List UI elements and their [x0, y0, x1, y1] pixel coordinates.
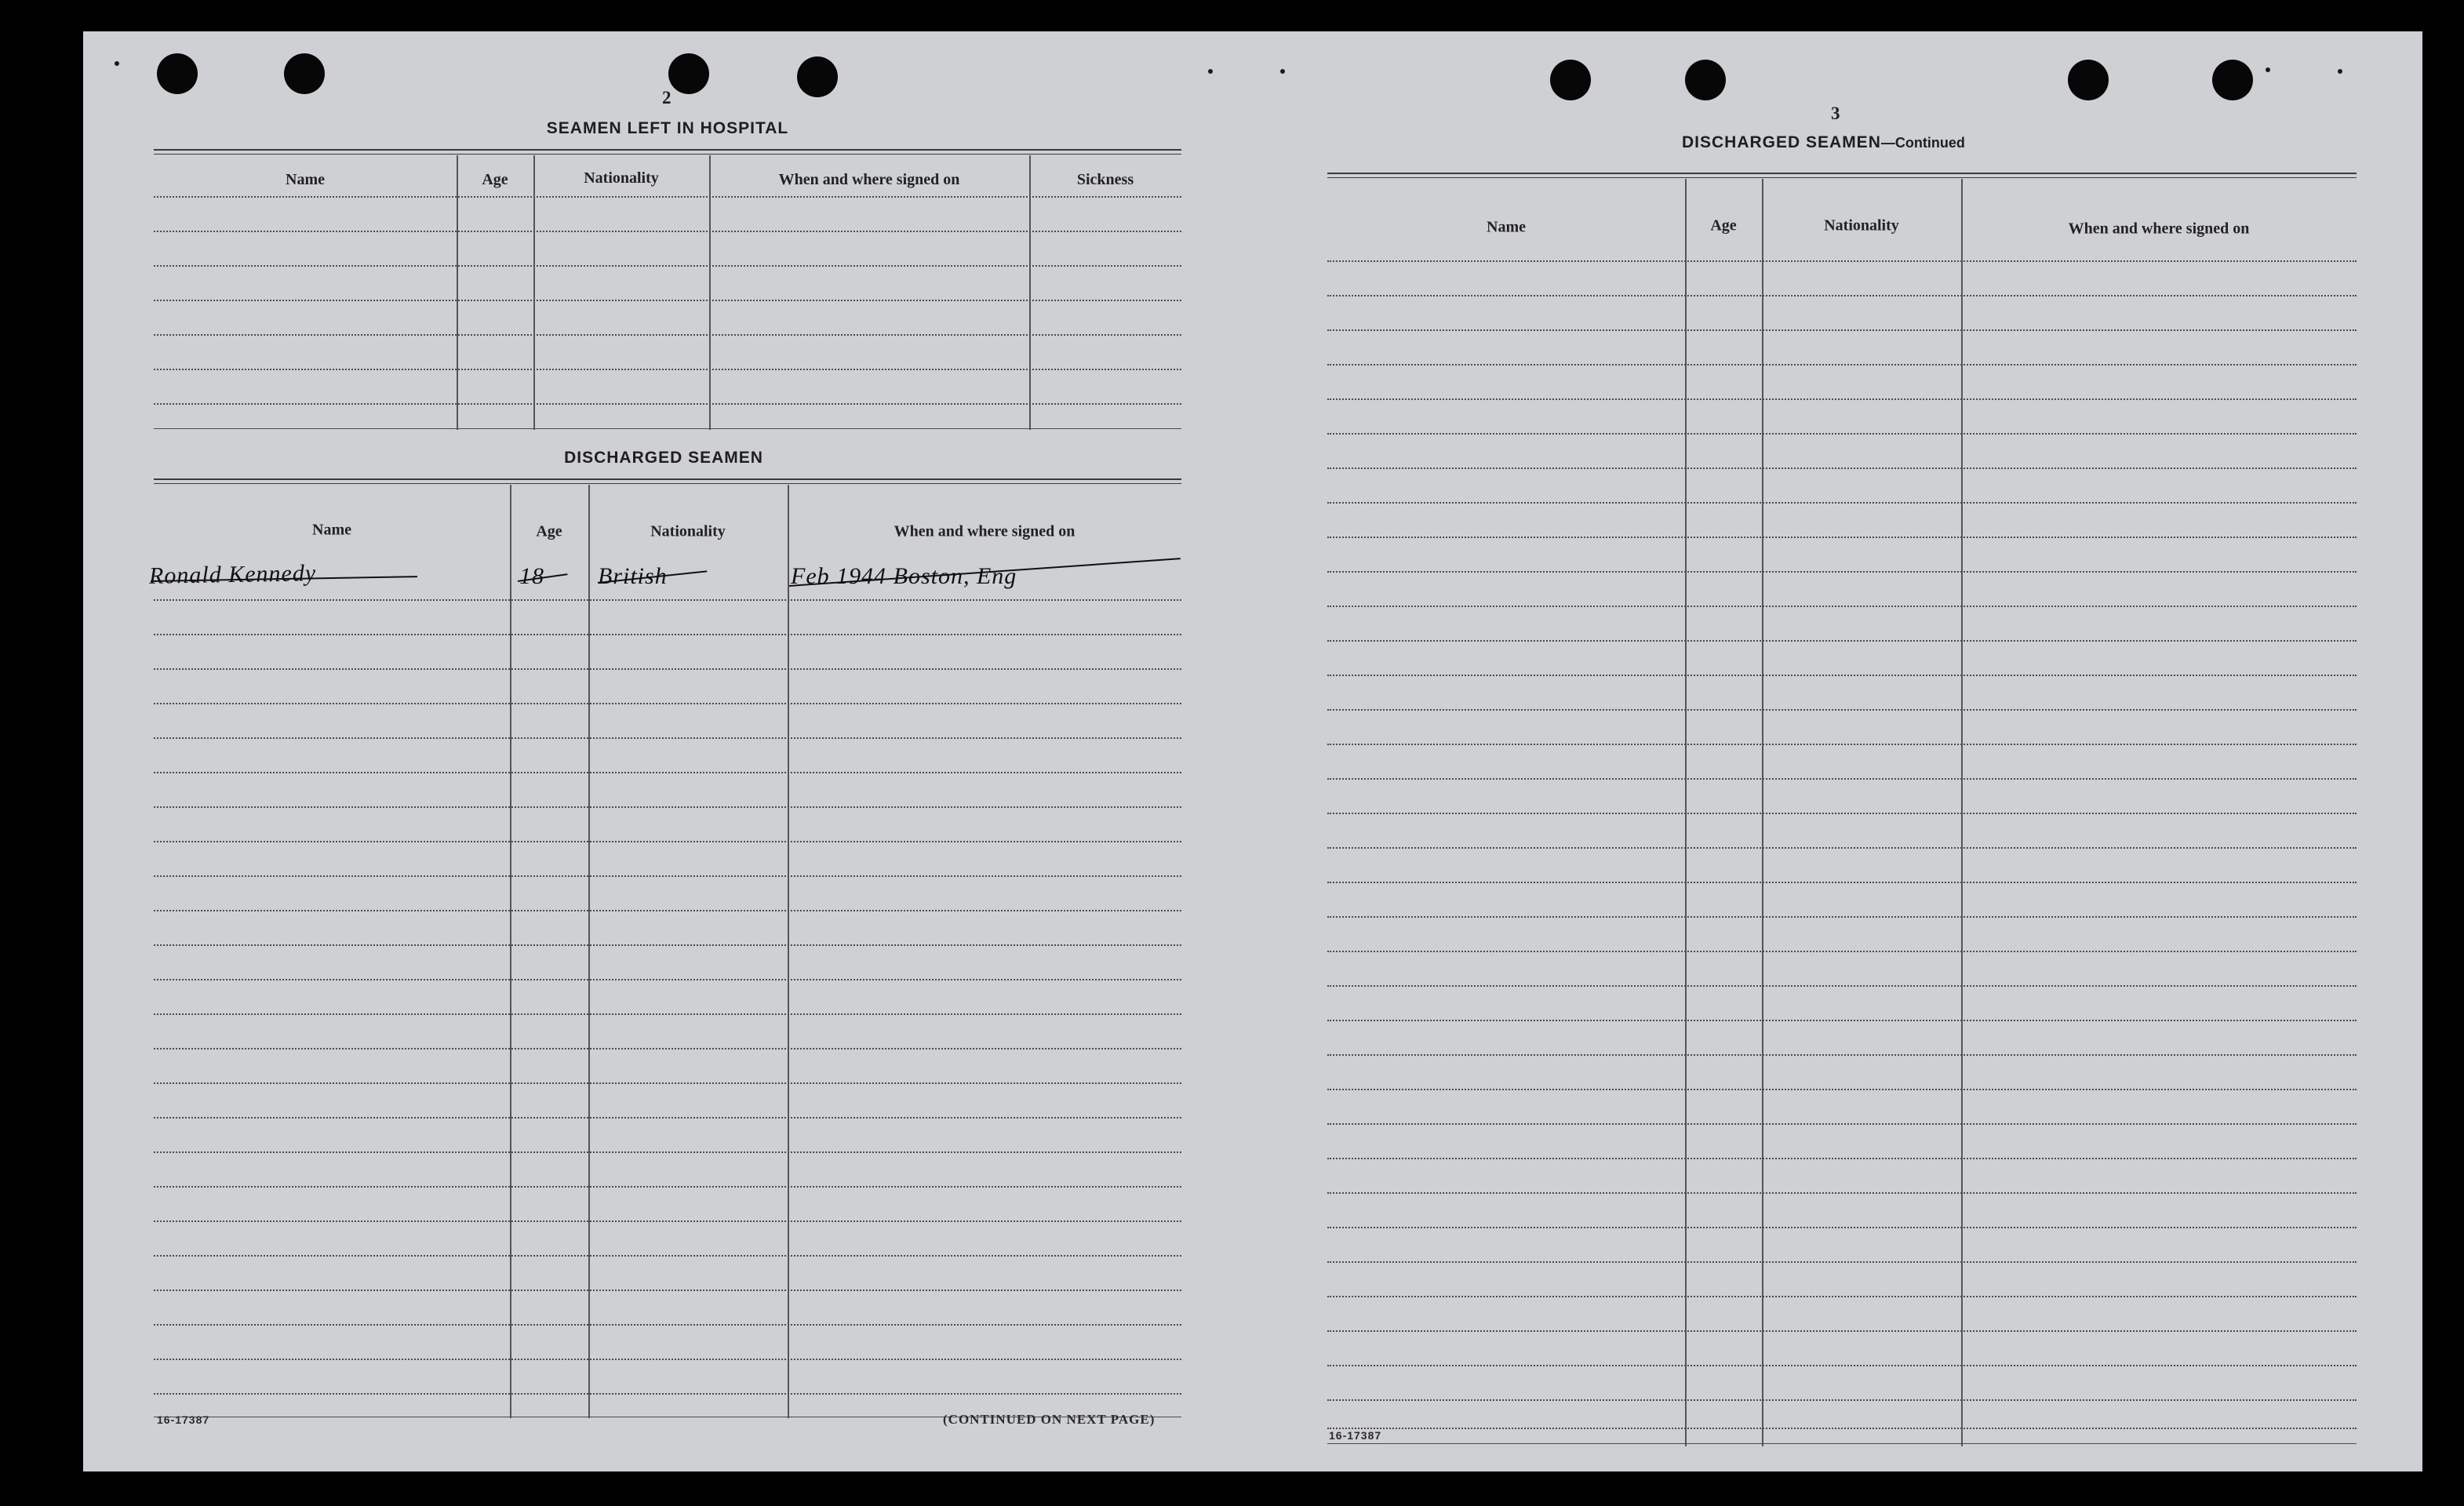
- punch-hole: [2068, 60, 2109, 100]
- column-header-name: Name: [312, 521, 351, 539]
- column-header-when-where: When and where signed on: [2068, 220, 2250, 238]
- punch-hole: [797, 56, 838, 97]
- speck: [1208, 69, 1213, 74]
- seaman-age: 18: [519, 563, 544, 589]
- column-header-nationality: Nationality: [650, 522, 726, 540]
- punch-hole: [2212, 60, 2253, 100]
- punch-hole: [1685, 60, 1726, 100]
- continued-note: (CONTINUED ON NEXT PAGE): [943, 1412, 1156, 1427]
- punch-hole: [668, 53, 709, 94]
- seaman-nationality: British: [598, 563, 668, 589]
- discharged-table: [148, 478, 1181, 1435]
- speck: [2338, 69, 2342, 74]
- seaman-signed-on: Feb 1944 Boston, Eng: [791, 563, 1017, 589]
- page-number: 3: [1831, 104, 1840, 123]
- discharged-continued-table: [1327, 173, 2357, 1451]
- column-header-when-where: When and where signed on: [894, 522, 1075, 540]
- column-header-name: Name: [286, 171, 325, 188]
- right-page: [1243, 31, 2422, 1471]
- column-header-name: Name: [1487, 218, 1526, 236]
- speck: [2266, 67, 2270, 72]
- section-title-suffix: —Continued: [1880, 135, 1965, 151]
- page-number: 2: [662, 88, 672, 107]
- discharged-section-title: DISCHARGED SEAMEN: [564, 449, 763, 467]
- form-number: 16-17387: [157, 1413, 210, 1426]
- hospital-section-title: SEAMEN LEFT IN HOSPITAL: [546, 119, 789, 137]
- column-header-age: Age: [1710, 216, 1737, 235]
- punch-hole: [1550, 60, 1591, 100]
- hospital-table: [154, 149, 1181, 433]
- discharged-continued-title: [1682, 133, 1965, 152]
- column-header-age: Age: [482, 171, 508, 188]
- section-title: DISCHARGED SEAMEN: [1682, 133, 1881, 151]
- column-header-age: Age: [536, 522, 562, 540]
- column-header-nationality: Nationality: [1824, 216, 1899, 235]
- speck: [115, 61, 119, 66]
- punch-hole: [284, 53, 325, 94]
- column-header-when-where: When and where signed on: [778, 171, 960, 188]
- column-header-sickness: Sickness: [1076, 171, 1134, 188]
- column-header-nationality: Nationality: [584, 169, 659, 187]
- seaman-name: Ronald Kennedy: [148, 560, 317, 589]
- punch-hole: [157, 53, 198, 94]
- speck: [1280, 69, 1285, 74]
- left-page: [83, 31, 1243, 1471]
- form-number: 16-17387: [1329, 1429, 1382, 1442]
